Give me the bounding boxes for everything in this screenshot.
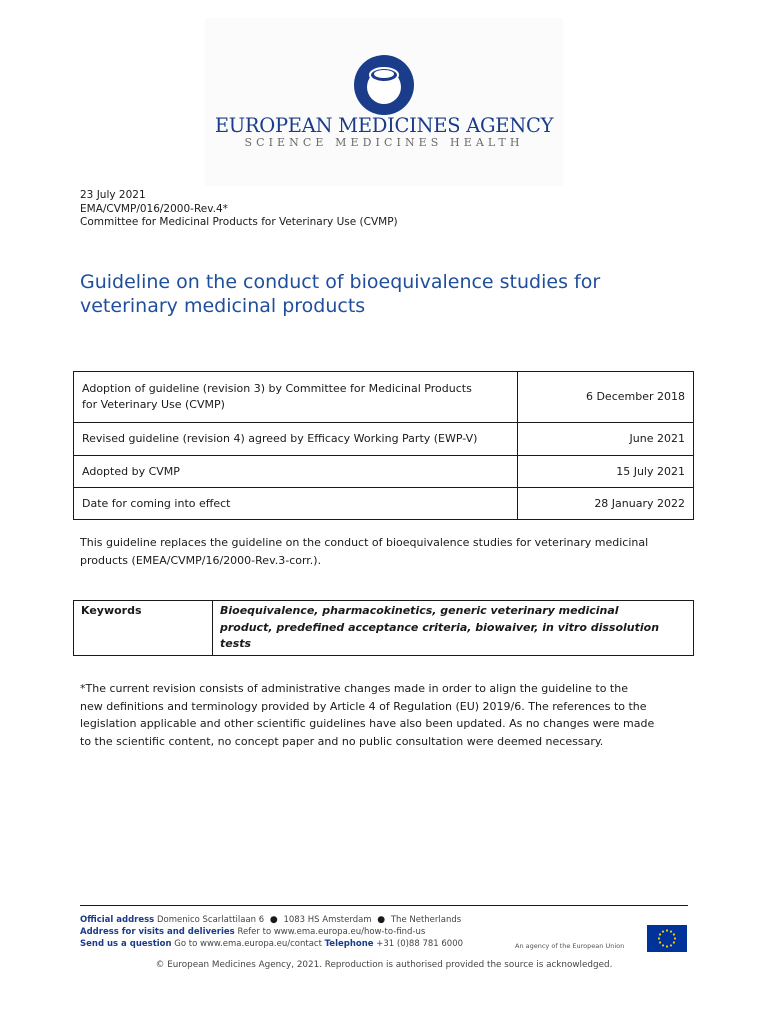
keywords-value [213,601,694,656]
eu-star [659,941,661,943]
bullet-separator: ● [269,915,278,925]
table-row [74,372,694,423]
keywords-table [73,600,694,656]
footer-address-line [80,914,463,926]
agency-tagline: SCIENCE MEDICINES HEALTH [244,136,524,149]
visits-label: Address for visits and deliveries [80,927,235,937]
address-city: 1083 HS Amsterdam [283,915,372,925]
telephone-number: +31 (0)88 781 6000 [376,939,464,949]
ema-logo-icon [353,54,415,116]
adoption-event: Date for coming into effect [74,488,518,520]
keywords-line: Bioequivalence, pharmacokinetics, generic veterinary medicinal [220,604,619,617]
document-reference: EMA/CVMP/016/2000-Rev.4* [80,202,228,215]
revision-note [80,680,690,750]
keywords-line: product, predefined acceptance criteria, biowaiver, in vitro dissolution [220,620,660,634]
footer-question-line [80,938,463,950]
adoption-date: 28 January 2022 [518,488,694,520]
table-row [74,488,694,520]
eu-flag-icon [647,925,687,952]
document-title [80,270,700,318]
address-country: The Netherlands [390,915,462,925]
document-date: 23 July 2021 [80,189,146,201]
keywords-line: tests [220,637,252,650]
eu-star [666,929,668,931]
eu-agency-text: An agency of the European Union [515,942,625,950]
paragraph-line: legislation applicable and other scientific guidelines have also been updated. As no changes were made [80,717,655,730]
paragraph-line: products (EMEA/CVMP/16/2000-Rev.3-corr.). [80,553,322,567]
agency-logo [205,18,563,186]
keywords-label: Keywords [74,601,213,656]
adoption-date: 6 December 2018 [518,372,694,423]
eu-star [674,937,676,939]
eu-star [659,933,661,935]
adoption-table [73,371,694,520]
eu-star [658,937,660,939]
title-line: Guideline on the conduct of bioequivalence studies for [80,271,601,293]
official-address-label: Official address [80,915,155,925]
adoption-event: Adopted by CVMP [74,456,518,488]
eu-star [662,944,664,946]
table-row [74,601,694,656]
eu-star [673,941,675,943]
adoption-date: June 2021 [518,423,694,456]
document-meta [80,189,398,230]
visits-link[interactable]: Refer to www.ema.europa.eu/how-to-find-us [237,927,426,937]
paragraph-line: to the scientific content, no concept paper and no public consultation were deemed necessary. [80,734,604,748]
footer-visits-line [80,926,463,938]
title-line: veterinary medicinal products [80,295,366,317]
adoption-event [74,372,518,423]
contact-link[interactable]: Go to www.ema.europa.eu/contact [174,939,322,949]
footer-divider [80,905,688,906]
table-row [74,456,694,488]
committee-name: Committee for Medicinal Products for Veterinary Use (CVMP) [80,216,398,228]
address-street: Domenico Scarlattilaan 6 [156,915,265,925]
adoption-date: 15 July 2021 [518,456,694,488]
table-row [74,423,694,456]
replacement-note [80,534,690,569]
eu-star [670,930,672,932]
paragraph-line: new definitions and terminology provided by Article 4 of Regulation (EU) 2019/6. The references to the [80,699,647,713]
footer-contact [80,914,463,950]
eu-star [662,930,664,932]
question-label: Send us a question [80,939,172,949]
eu-star [673,933,675,935]
paragraph-line: This guideline replaces the guideline on the conduct of bioequivalence studies for veterinary medicinal [80,536,649,549]
eu-star [670,944,672,946]
bullet-separator: ● [377,915,386,925]
copyright-notice: © European Medicines Agency, 2021. Reproduction is authorised provided the source is acknowledged. [155,960,613,970]
paragraph-line: *The current revision consists of administrative changes made in order to align the guideline to the [80,682,628,695]
eu-star [666,945,668,947]
agency-name: EUROPEAN MEDICINES AGENCY [214,114,554,137]
telephone-label: Telephone [324,939,374,949]
adoption-event: Revised guideline (revision 4) agreed by Efficacy Working Party (EWP-V) [74,423,518,456]
event-text: Adoption of guideline (revision 3) by Committee for Medicinal Products [82,382,472,395]
event-text: for Veterinary Use (CVMP) [82,398,225,411]
